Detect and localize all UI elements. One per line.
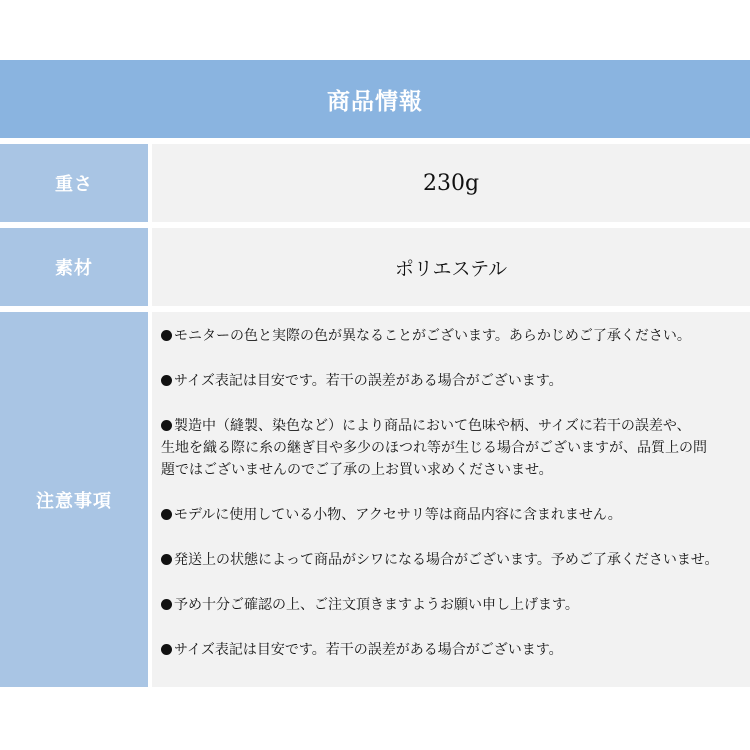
material-value: ポリエステル (152, 228, 750, 306)
bullet-icon (161, 420, 172, 431)
bullet-icon (161, 644, 172, 655)
weight-value: 230g (152, 144, 750, 222)
bullet-icon (161, 375, 172, 386)
note-text: サイズ表記は目安です。若干の誤差がある場合がございます。 (174, 642, 563, 658)
notes-list (152, 312, 750, 687)
note-item (161, 504, 744, 526)
bullet-icon (161, 330, 172, 341)
material-label: 素材 (0, 228, 148, 306)
note-item (161, 370, 744, 392)
note-item (161, 415, 744, 481)
note-item (161, 549, 744, 571)
note-text: モニターの色と実際の色が異なることがございます。あらかじめご了承ください。 (174, 328, 691, 344)
note-item (161, 639, 744, 661)
note-text: モデルに使用している小物、アクセサリ等は商品内容に含まれません。 (174, 507, 622, 523)
note-text: サイズ表記は目安です。若干の誤差がある場合がございます。 (174, 373, 563, 389)
bullet-icon (161, 554, 172, 565)
product-info-table (0, 60, 750, 687)
note-text: 発送上の状態によって商品がシワになる場合がございます。予めご了承くださいませ。 (174, 552, 719, 568)
note-text: 予め十分ご確認の上、ご注文頂きますようお願い申し上げます。 (174, 597, 579, 613)
table-title: 商品情報 (0, 60, 750, 138)
weight-row (0, 144, 750, 222)
weight-label: 重さ (0, 144, 148, 222)
note-item (161, 325, 744, 347)
bullet-icon (161, 509, 172, 520)
note-item (161, 594, 744, 616)
material-row (0, 228, 750, 306)
note-text: 製造中（縫製、染色など）により商品において色味や柄、サイズに若干の誤差や、 生地を織る際に糸の継ぎ目や多少のほつれ等が生じる場合がございますが、品質上の問 題ではございませんのでご了承の上お買い求めくださいませ。 (161, 418, 707, 478)
notes-row (0, 312, 750, 687)
bullet-icon (161, 599, 172, 610)
notes-label: 注意事項 (0, 312, 148, 687)
